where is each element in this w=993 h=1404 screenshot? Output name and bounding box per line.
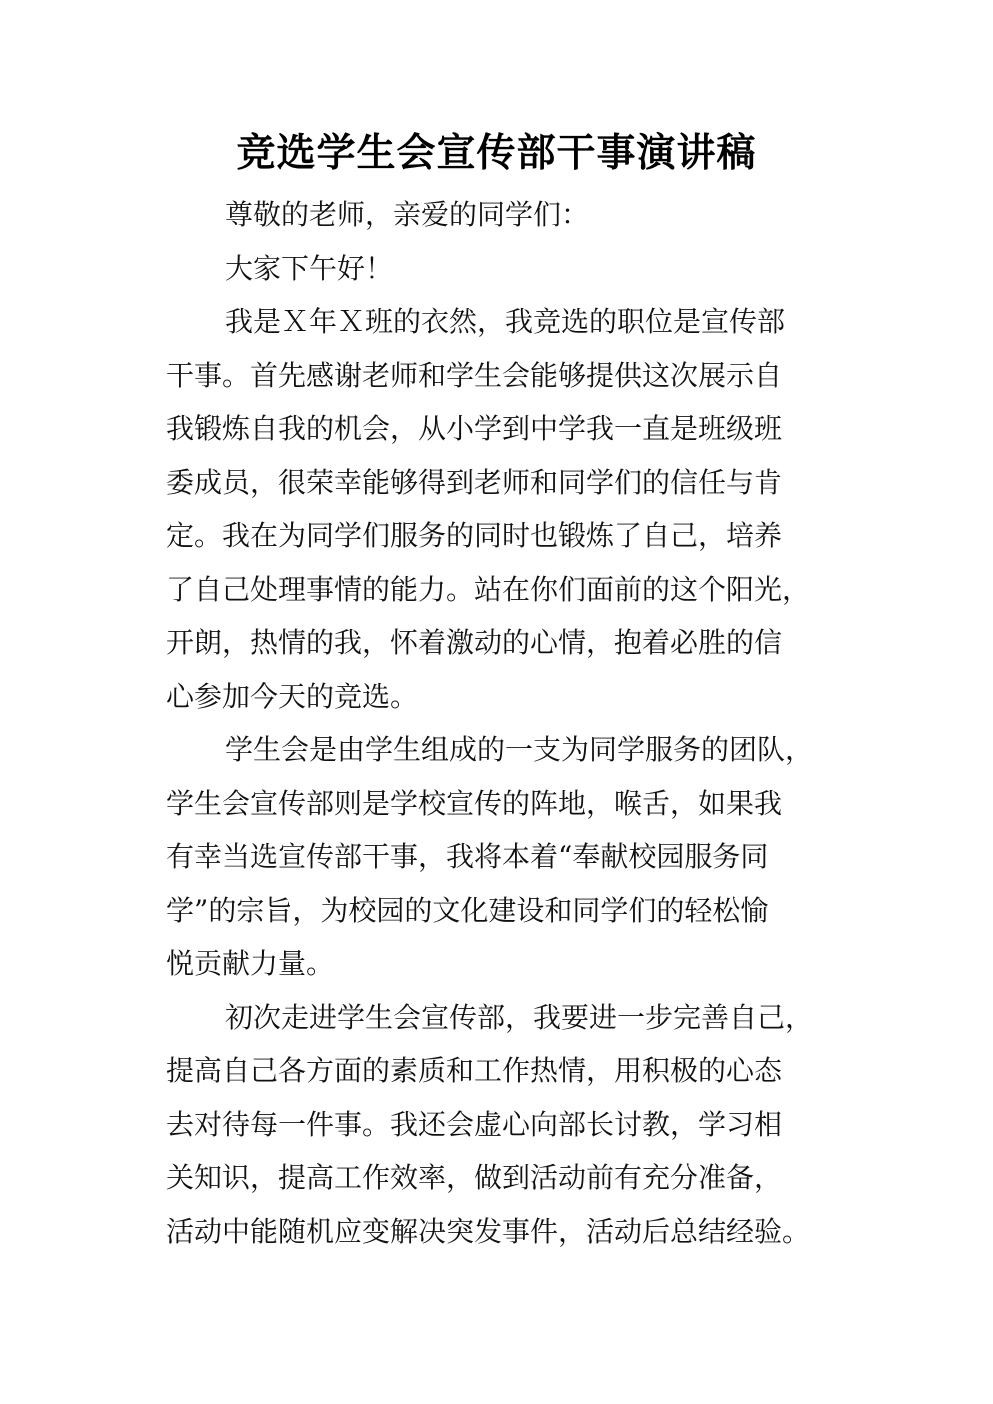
paragraph-line: 学生会是由学生组成的一支为同学服务的团队，: [225, 733, 814, 766]
paragraph-line: 了自己处理事情的能力。站在你们面前的这个阳光，: [166, 573, 811, 606]
paragraph-line: 委成员，很荣幸能够得到老师和同学们的信任与肯: [166, 466, 783, 499]
paragraph-line: 我是Ｘ年Ｘ班的衣然，我竞选的职位是宣传部: [225, 305, 786, 338]
paragraph-line: 去对待每一件事。我还会虚心向部长讨教，学习相: [166, 1108, 783, 1141]
paragraph-line: 关知识，提高工作效率，做到活动前有充分准备，: [166, 1161, 783, 1194]
paragraph-line: 开朗，热情的我，怀着激动的心情，抱着必胜的信: [166, 626, 783, 659]
paragraph-line: 提高自己各方面的素质和工作热情，用积极的心态: [166, 1054, 783, 1087]
paragraph-line: 干事。首先感谢老师和学生会能够提供这次展示自: [166, 359, 783, 392]
paragraph-line: 尊敬的老师，亲爱的同学们：: [225, 198, 590, 231]
paragraph-line: 大家下午好！: [225, 252, 394, 285]
paragraph-line: 有幸当选宣传部干事，我将本着“奉献校园服务同: [166, 840, 769, 873]
document-title: 竞选学生会宣传部干事演讲稿: [236, 131, 757, 176]
paragraph-line: 悦贡献力量。: [166, 947, 335, 980]
paragraph-line: 定。我在为同学们服务的同时也锻炼了自己，培养: [166, 519, 783, 552]
paragraph-line: 我锻炼自我的机会，从小学到中学我一直是班级班: [166, 412, 783, 445]
paragraph-line: 心参加今天的竞选。: [166, 680, 419, 713]
paragraph-line: 初次走进学生会宣传部，我要进一步完善自己，: [225, 1001, 814, 1034]
paragraph-line: 学生会宣传部则是学校宣传的阵地，喉舌，如果我: [166, 787, 783, 820]
paragraph-line: 活动中能随机应变解决突发事件，活动后总结经验。: [166, 1215, 811, 1248]
paragraph-line: 学”的宗旨，为校园的文化建设和同学们的轻松愉: [166, 894, 769, 927]
